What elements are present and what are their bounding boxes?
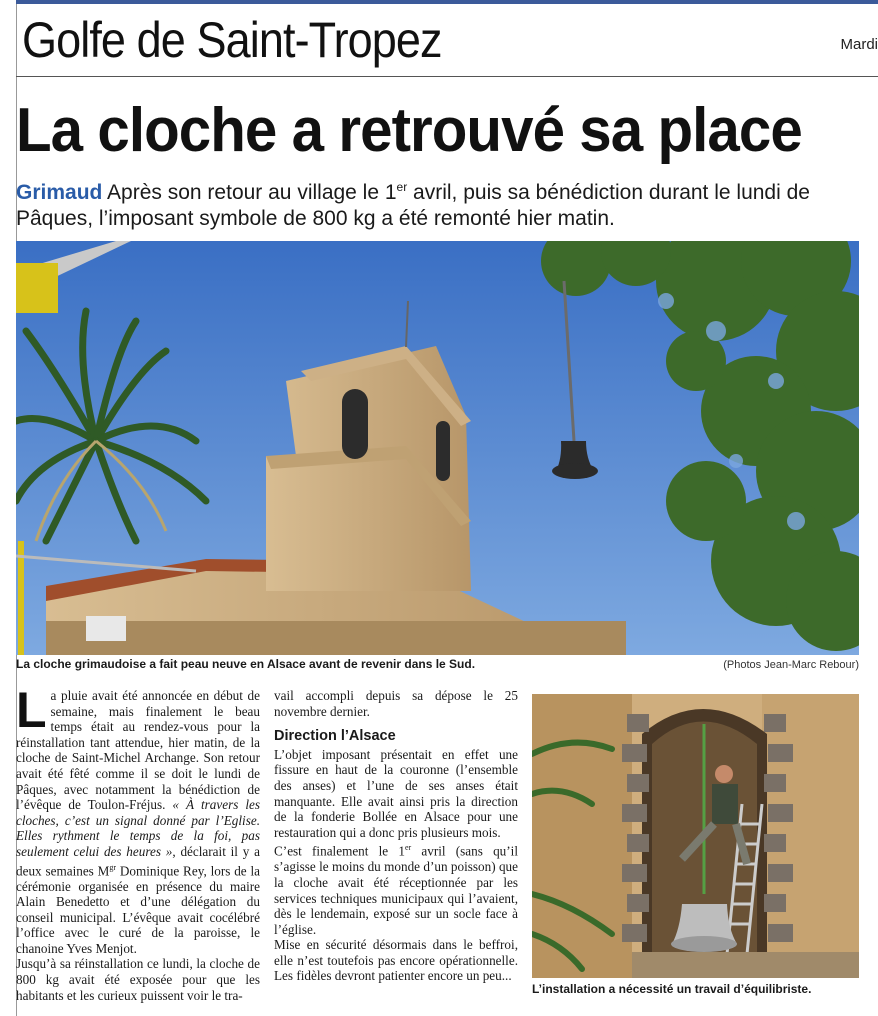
paragraph-6 [274, 840, 518, 937]
top-color-bar [16, 0, 878, 4]
lead-paragraph [16, 174, 866, 232]
secondary-photo-illustration [532, 694, 859, 978]
main-photo-illustration [16, 241, 859, 655]
paragraph-6-text-b: avril (sans qu’il s’agisse le moins du monde d’un poisson) que la cloche avait été réceptionnée par les services techniques municipaux qui l’avaient, dès le lendemain, exposé sur un socle face à l’église. [274, 843, 518, 937]
paragraph-1-text: a pluie avait été annoncée en début de semaine, mais finalement le beau temps était au rendez-vous pour la réinstallation tant attendue, hier matin, de la cloche de Saint-Michel Archange. Son retour avait été fêté comme il se doit le lundi de Pâques, avec notamment la bénédiction de l’évêque de Toulon-Fréjus. [16, 688, 260, 813]
paragraph-4: vail accompli depuis sa dépose le 25 novembre dernier. [274, 688, 518, 719]
paragraph-6-sup: er [404, 843, 412, 853]
main-photo-caption: La cloche grimaudoise a fait peau neuve en Alsace avant de revenir dans le Sud. [16, 657, 476, 671]
bishop-quote: « À travers les cloches, c’est un signal donné par l’Eglise. Elles rythment le temps de la foi, pas seulement celui des heures » [16, 797, 260, 859]
lead-town: Grimaud [16, 181, 103, 204]
paragraph-2-text-a: , déclarait il y a deux semaines M [16, 843, 261, 878]
lead-text-1: Après son retour au village le 1 [107, 181, 397, 204]
paragraph-7: Mise en sécurité désormais dans le beffroi, elle n’est toutefois pas encore opérationnelle. Les fidèles devront patienter encore un peu... [274, 937, 518, 984]
paragraph-2-text-b: Dominique Rey, lors de la cérémonie organisée en présence du maire Alain Benedetto et d’une délégation du conseil municipal. L’évêque avait cocélébré l’office avec le curé de la paroisse, le chanoine Yves Menjot. [16, 862, 260, 956]
headline: La cloche a retrouvé sa place [16, 96, 802, 165]
lead-text-2: avril, puis sa bénédiction durant le lundi de Pâques, l’imposant symbole de 800 kg a été remonté hier matin. [16, 181, 810, 230]
header-rule [16, 76, 878, 77]
paragraph-6-text-a: C’est finalement le 1 [274, 843, 405, 859]
article-column-2 [274, 688, 518, 984]
paragraph-1 [16, 682, 261, 956]
drop-cap: L [16, 682, 47, 738]
secondary-photo-caption: L’installation a nécessité un travail d’équilibriste. [532, 982, 812, 996]
main-photo-church-tower [16, 241, 859, 655]
photo-credit: (Photos Jean-Marc Rebour) [723, 659, 859, 671]
lead-sup: er [396, 180, 408, 194]
subheading: Direction l’Alsace [274, 728, 396, 745]
paragraph-3: Jusqu’à sa réinstallation ce lundi, la cloche de 800 kg avait été exposée pour que les habitants et les curieux puissent voir le tra- [16, 956, 260, 1003]
section-title: Golfe de Saint-Tropez [22, 12, 442, 68]
article-column-1 [16, 682, 261, 1003]
paragraph-5: L’objet imposant présentait en effet une fissure en haut de la couronne (l’ensemble des anses) et l’une de ses anses était manquante. Elle avait ainsi pris la direction de la fonderie Bollée en Alsace pour une restauration qui a donc pris plusieurs mois. [274, 746, 518, 840]
secondary-photo-installation [532, 694, 859, 978]
day-label: Mardi [840, 36, 878, 53]
paragraph-2-sup: gr [109, 862, 117, 872]
